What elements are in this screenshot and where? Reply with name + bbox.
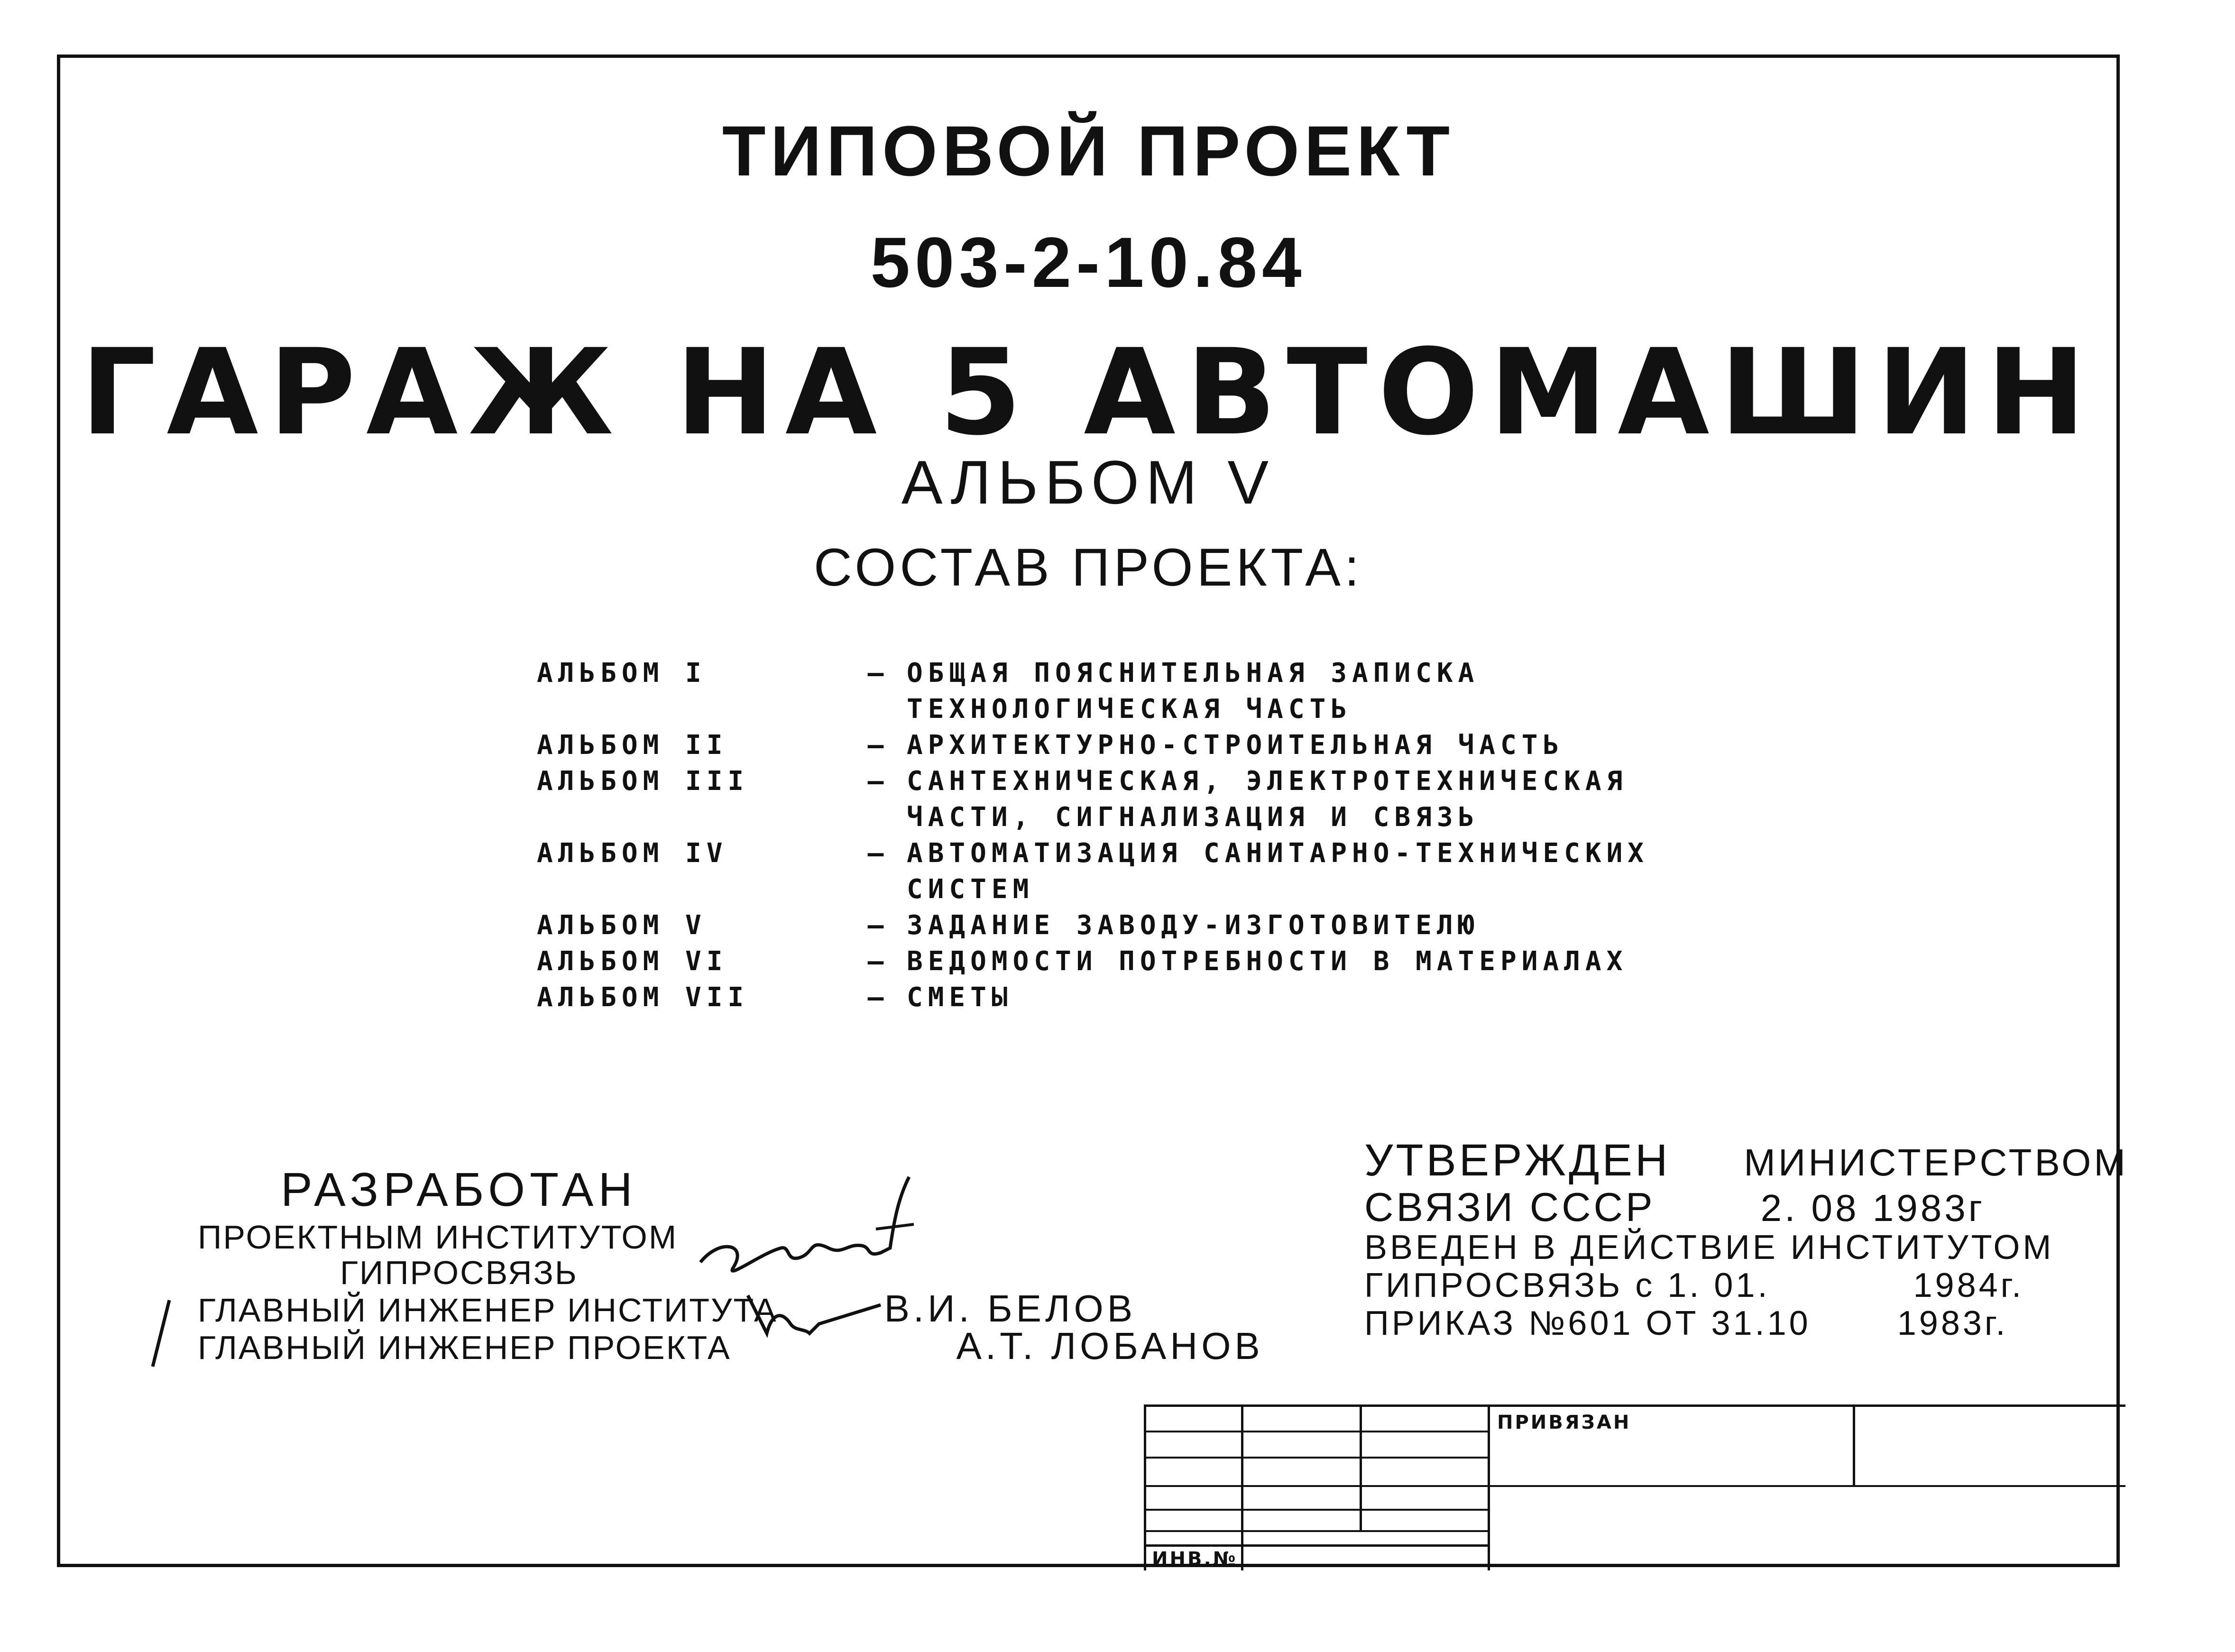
title-block: [1144, 1404, 2125, 1570]
album-description: САНТЕХНИЧЕСКАЯ, ЭЛЕКТРОТЕХНИЧЕСКАЯ: [907, 766, 1628, 797]
album-row: [537, 908, 1649, 944]
chief-engineer-project-role: ГЛАВНЫЙ ИНЖЕНЕР ПРОЕКТА: [198, 1329, 731, 1366]
signature-lobanov: [738, 1276, 895, 1352]
album-row: [537, 872, 1649, 908]
approved-label: УТВЕРЖДЕН: [1364, 1135, 1671, 1185]
album-label: АЛЬБОМ III: [537, 766, 749, 797]
approval-block: [1364, 1134, 2128, 1342]
approval-date: 2. 08 1983г: [1760, 1187, 1985, 1229]
album-dash: [850, 872, 907, 908]
project-title: ГАРАЖ НА 5 АВТОМАШИН: [81, 323, 2096, 461]
album-number: АЛЬБОМ V: [901, 448, 1276, 517]
developer-heading: РАЗРАБОТАН: [281, 1163, 637, 1216]
drawing-sheet-frame: [57, 55, 2129, 1570]
album-description: ЗАДАНИЕ ЗАВОДУ-ИЗГОТОВИТЕЛЮ: [907, 910, 1480, 941]
album-label: [537, 872, 850, 908]
album-dash: [850, 799, 907, 835]
composition-heading: СОСТАВ ПРОЕКТА:: [813, 538, 1363, 597]
album-row: [537, 691, 1649, 727]
chief-engineer-institute-name: В.И. БЕЛОВ: [884, 1287, 1137, 1330]
album-description: ВЕДОМОСТИ ПОТРЕБНОСТИ В МАТЕРИАЛАХ: [907, 946, 1628, 977]
album-dash: –: [867, 766, 889, 797]
album-label: АЛЬБОМ VI: [537, 946, 728, 977]
approval-line-3: ВВЕДЕН В ДЕЙСТВИЕ ИНСТИТУТОМ: [1364, 1229, 2054, 1267]
approval-line-4: [1364, 1267, 2128, 1304]
typical-project-heading: ТИПОВОЙ ПРОЕКТ: [722, 111, 1455, 191]
bound-label: ПРИВЯЗАН: [1497, 1412, 1631, 1433]
approved-by: МИНИСТЕРСТВОМ: [1744, 1141, 2129, 1184]
developer-institute-line: ПРОЕКТНЫМ ИНСТИТУТОМ: [198, 1219, 678, 1256]
album-label: [537, 691, 850, 727]
album-label: АЛЬБОМ II: [537, 730, 728, 761]
inventory-number-label: ИНВ.№: [1152, 1548, 1238, 1570]
album-row: [537, 655, 1649, 691]
album-dash: [850, 691, 907, 727]
album-description: ТЕХНОЛОГИЧЕСКАЯ ЧАСТЬ: [907, 694, 1352, 725]
order-number: ПРИКАЗ №601 ОТ 31.10: [1364, 1304, 1811, 1342]
effective-institute: ГИПРОСВЯЗЬ с 1. 01.: [1364, 1267, 1770, 1304]
album-row: [537, 799, 1649, 835]
chief-engineer-institute-role: ГЛАВНЫЙ ИНЖЕНЕР ИНСТИТУТА: [198, 1292, 778, 1329]
album-description: АРХИТЕКТУРНО-СТРОИТЕЛЬНАЯ ЧАСТЬ: [907, 730, 1564, 761]
album-description: СМЕТЫ: [907, 982, 1013, 1013]
album-dash: –: [867, 910, 889, 941]
effective-year: 1984г.: [1913, 1267, 2024, 1304]
album-list: [537, 655, 1649, 1016]
chief-engineer-project-name: А.Т. ЛОБАНОВ: [956, 1325, 1264, 1367]
album-description: ОБЩАЯ ПОЯСНИТЕЛЬНАЯ ЗАПИСКА: [907, 658, 1480, 688]
approval-line-5: [1364, 1304, 2128, 1342]
album-row: [537, 835, 1649, 872]
album-label: АЛЬБОМ V: [537, 910, 707, 941]
album-description: ЧАСТИ, СИГНАЛИЗАЦИЯ И СВЯЗЬ: [907, 802, 1480, 833]
album-description: СИСТЕМ: [907, 874, 1034, 905]
album-row: [537, 944, 1649, 980]
album-dash: –: [867, 838, 889, 869]
developer-institute-name: ГИПРОСВЯЗЬ: [340, 1254, 578, 1291]
album-row: [537, 727, 1649, 763]
approval-ministry: СВЯЗИ СССР: [1364, 1185, 1656, 1230]
approval-line-1: [1364, 1134, 2128, 1189]
album-label: АЛЬБОМ IV: [537, 838, 728, 869]
album-dash: –: [867, 658, 889, 688]
chief-engineer-project-row: [198, 1325, 1264, 1367]
album-dash: –: [867, 982, 889, 1013]
album-row: [537, 763, 1649, 799]
album-row: [537, 980, 1649, 1016]
project-number: 503-2-10.84: [870, 222, 1306, 302]
margin-pen-mark: [146, 1295, 174, 1371]
album-label: АЛЬБОМ VII: [537, 982, 749, 1013]
album-dash: –: [867, 946, 889, 977]
album-description: АВТОМАТИЗАЦИЯ САНИТАРНО-ТЕХНИЧЕСКИХ: [907, 838, 1649, 869]
order-year: 1983г.: [1897, 1304, 2008, 1342]
approval-line-2: [1364, 1185, 2128, 1230]
album-label: АЛЬБОМ I: [537, 658, 707, 688]
album-dash: –: [867, 730, 889, 761]
album-label: [537, 799, 850, 835]
